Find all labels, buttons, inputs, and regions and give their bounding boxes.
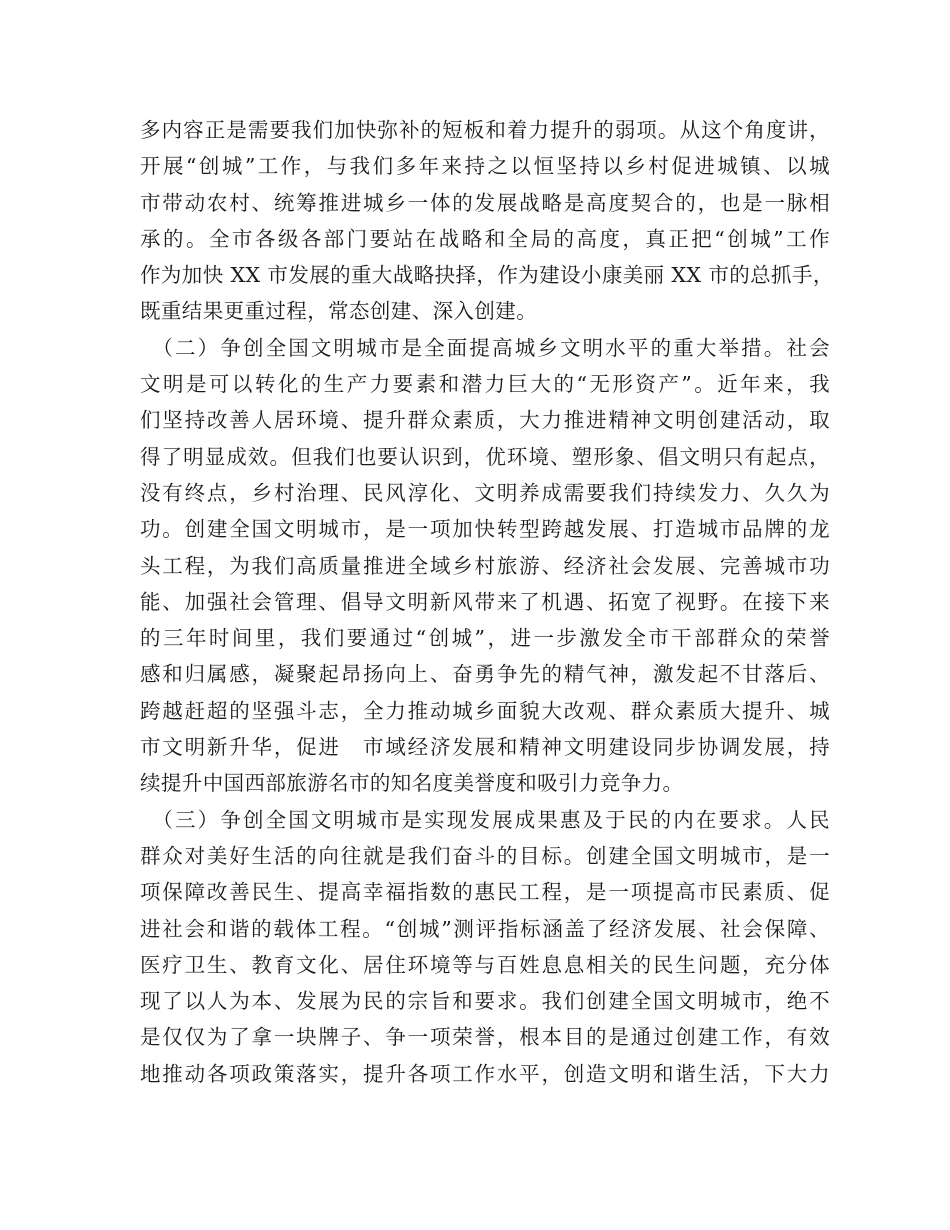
text-line: 感和归属感，凝聚起昂扬向上、奋勇争先的精气神，激发起不甘落后、 bbox=[140, 662, 830, 687]
text-line: 进社会和谐的载体工程。“创城”测评指标涵盖了经济发展、社会保障、 bbox=[140, 916, 830, 941]
text-line: 市文明新升华，促进 市域经济发展和精神文明建设同步协调发展，持 bbox=[140, 735, 830, 760]
text-line: （三）争创全国文明城市是实现发展成果惠及于民的内在要求。人民 bbox=[140, 807, 830, 832]
text-line: 项保障改善民生、提高幸福指数的惠民工程，是一项提高市民素质、促 bbox=[140, 880, 830, 905]
text-line: 们坚持改善人居环境、提升群众素质，大力推进精神文明创建活动，取 bbox=[140, 408, 830, 433]
text-line: （二）争创全国文明城市是全面提高城乡文明水平的重大举措。社会 bbox=[140, 335, 830, 360]
text-line: 头工程，为我们高质量推进全域乡村旅游、经济社会发展、完善城市功 bbox=[140, 553, 830, 578]
text-line: 能、加强社会管理、倡导文明新风带来了机遇、拓宽了视野。在接下来 bbox=[140, 589, 830, 614]
text-line: 没有终点，乡村治理、民风淳化、文明养成需要我们持续发力、久久为 bbox=[140, 480, 830, 505]
text-line: 是仅仅为了拿一块牌子、争一项荣誉，根本目的是通过创建工作，有效 bbox=[140, 1025, 830, 1050]
text-line: 多内容正是需要我们加快弥补的短板和着力提升的弱项。从这个角度讲， bbox=[140, 118, 830, 142]
text-line: 市带动农村、统筹推进城乡一体的发展战略是高度契合的，也是一脉相 bbox=[140, 190, 830, 215]
text-line: 开展“创城”工作，与我们多年来持之以恒坚持以乡村促进城镇、以城 bbox=[140, 154, 830, 179]
text-line: 承的。全市各级各部门要站在战略和全局的高度，真正把“创城”工作 bbox=[140, 226, 830, 251]
text-line: 作为加快 XX 市发展的重大战略抉择，作为建设小康美丽 XX 市的总抓手， bbox=[140, 263, 834, 288]
text-line: 文明是可以转化的生产力要素和潜力巨大的“无形资产”。近年来，我 bbox=[140, 372, 830, 397]
body-text bbox=[140, 112, 834, 1092]
text-line: 现了以人为本、发展为民的宗旨和要求。我们创建全国文明城市，绝不 bbox=[140, 989, 830, 1014]
text-line: 续提升中国西部旅游名市的知名度美誉度和吸引力竞争力。 bbox=[140, 771, 684, 796]
text-line: 既重结果更重过程，常态创建、深入创建。 bbox=[140, 299, 538, 324]
text-line: 的三年时间里，我们要通过“创城”，进一步激发全市干部群众的荣誉 bbox=[140, 626, 830, 651]
text-line: 跨越赶超的坚强斗志，全力推动城乡面貌大改观、群众素质大提升、城 bbox=[140, 698, 830, 723]
text-line: 医疗卫生、教育文化、居住环境等与百姓息息相关的民生问题，充分体 bbox=[140, 952, 830, 977]
text-line: 得了明显成效。但我们也要认识到，优环境、塑形象、倡文明只有起点， bbox=[140, 444, 830, 469]
text-line: 群众对美好生活的向往就是我们奋斗的目标。创建全国文明城市，是一 bbox=[140, 843, 830, 868]
text-line: 功。创建全国文明城市，是一项加快转型跨越发展、打造城市品牌的龙 bbox=[140, 517, 830, 542]
text-line: 地推动各项政策落实，提升各项工作水平，创造文明和谐生活，下大力 bbox=[140, 1061, 830, 1086]
